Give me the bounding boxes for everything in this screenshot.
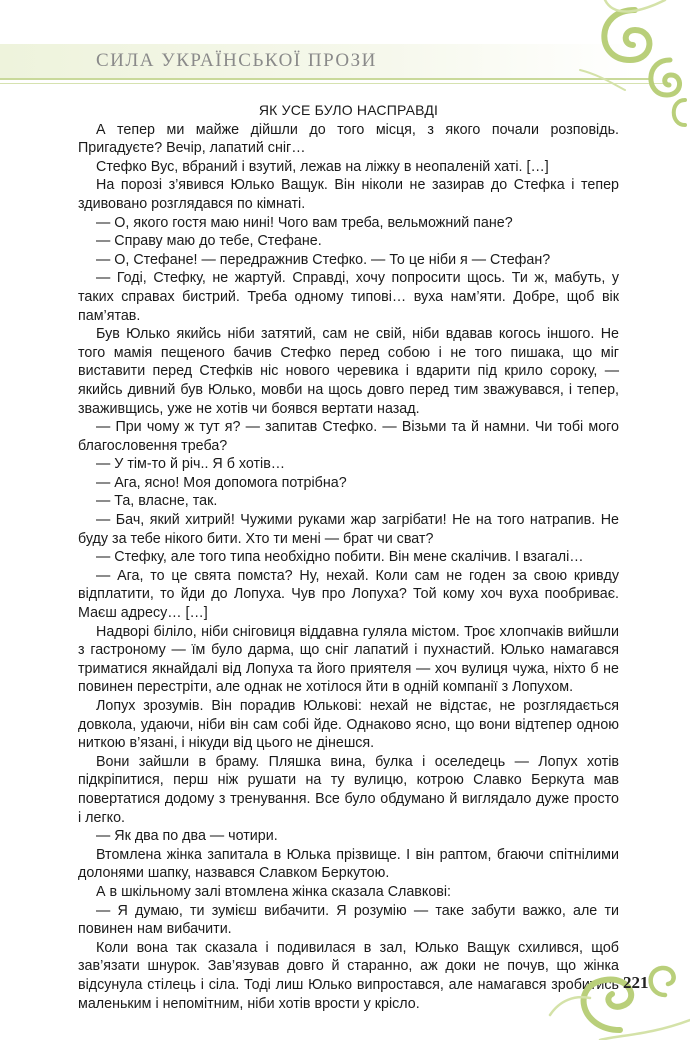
paragraph: Надворі біліло, ніби сніговиця віддавна гуляла містом. Троє хлопчаків вийшли з гастроному — їм було дарма, що сніг лапатий і пухнастий. Юлько намагався триматися якнайдалі від Лопуха та його приятеля — хоч вулиця чужа, ніхто б не повинен перестріти, але однак не хотілося йти в одній компанії з Лопухом.: [78, 623, 619, 696]
swirl-ornament-icon: [540, 940, 690, 1040]
section-title: ЯК УСЕ БУЛО НАСПРАВДІ: [258, 102, 439, 118]
paragraph: — Бач, який хитрий! Чужими руками жар загрібати! Не на того натрапив. Не буду за тебе нікого бити. Хто ти мені — брат чи сват?: [78, 512, 619, 547]
paragraph: Стефко Вус, вбраний і взутий, лежав на ліжку в неопаленій хаті. […]: [96, 158, 549, 175]
paragraph: — О, Стефане! — передражнив Стефко. — То це ніби я — Стефан?: [96, 251, 551, 268]
paragraph: — Справу маю до тебе, Стефане.: [96, 233, 322, 250]
paragraph: Був Юлько якийсь ніби затятий, сам не свій, ніби вдавав когось іншого. Не того мамія пещеного бачив Стефко перед собою і не того пишака, що міг виставити перед Стефків ніс нового черевика і вдарити під крило сороку, — якийсь дивний був Юлько, мовби на щось довго перед тим зважувався, і тепер, зваживщись, уже не хотів чи боявся вертати назад.: [78, 326, 619, 417]
paragraph: — Годі, Стефку, не жартуй. Справді, хочу попросити щось. Ти ж, мабуть, у таких справах бистрий. Треба одному типові… вуха нам’яти. Добре, щоб вік пам’ятав.: [78, 270, 619, 324]
paragraph: — При чому ж тут я? — запитав Стефко. — Візьми та й намни. Чи тобі мого благословення треба?: [78, 419, 619, 454]
paragraph: — О, якого гостя маю нині! Чого вам треба, вельможний пане?: [96, 214, 513, 231]
main-text: [78, 101, 619, 1013]
header-divider: [0, 78, 650, 80]
paragraph: — Я думаю, ти зумієш вибачити. Я розумію — таке забути важко, але ти повинен нам вибачити.: [78, 902, 619, 938]
paragraph: — Ага, то це свята помста? Ну, нехай. Коли сам не годен за свою кривду відплатити, то йди до Лопуха. Чув про Лопуха? Той кому хоч вуха пообриває. Маєш адресу… […]: [78, 567, 619, 622]
paragraph: — Ага, ясно! Моя допомога потрібна?: [96, 474, 347, 491]
paragraph: Лопух зрозумів. Він порадив Юлькові: нехай не відстає, не розглядається довкола, удаючи, ніби він сам собі йде. Однаково ясно, що вони відтепер одною ниткою в’язані, і нікуди від цього не дінешся.: [78, 698, 619, 752]
paragraph: — У тім-то й річ.. Я б хотів…: [96, 456, 286, 473]
paragraph: Вони зайшли в браму. Пляшка вина, булка і оселедець — Лопух хотів підкріпитися, перш ніж рушати на ту вулицю, котрою Славко Беркута мав повертатися додому з тренування. Все було обдумано й виглядало дуже просто і легко.: [78, 753, 619, 826]
paragraph: На порозі з’явився Юлько Ващук. Він ніколи не зазирав до Стефка і тепер здивовано розглядався по кімнаті.: [78, 177, 619, 212]
page-number: 221: [623, 973, 649, 992]
paragraph: — Та, власне, так.: [96, 493, 218, 510]
paragraph: Втомлена жінка запитала в Юлька прізвище. І він раптом, бгаючи спітнілими долонями шапку, назвався Славком Беркутою.: [78, 846, 619, 882]
paragraph: А в шкільному залі втомлена жінка сказала Славкові:: [96, 883, 452, 900]
paragraph: А тепер ми майже дійшли до того місця, з якого почали розповідь. Пригадуєте? Вечір, лапатий сніг…: [78, 121, 619, 157]
paragraph: — Як два по два — чотири.: [96, 828, 278, 845]
paragraph: — Стефку, але того типа необхідно побити. Він мене скалічив. І взагалі…: [96, 549, 584, 566]
running-title: СИЛА УКРАЇНСЬКОЇ ПРОЗИ: [96, 50, 377, 71]
header-divider-thin: [0, 83, 670, 84]
paragraph: Коли вона так сказала і подивилася в зал, Юлько Ващук схилився, щоб зав’язати шнурок. Зав’язував довго й старанно, аж доки не почув, що жінка відсунула стілець і сіла. Тоді лиш Юлько випростався, але намагався зробитись маленьким і непомітним, ніби хотів врости у крісло.: [78, 939, 619, 1012]
